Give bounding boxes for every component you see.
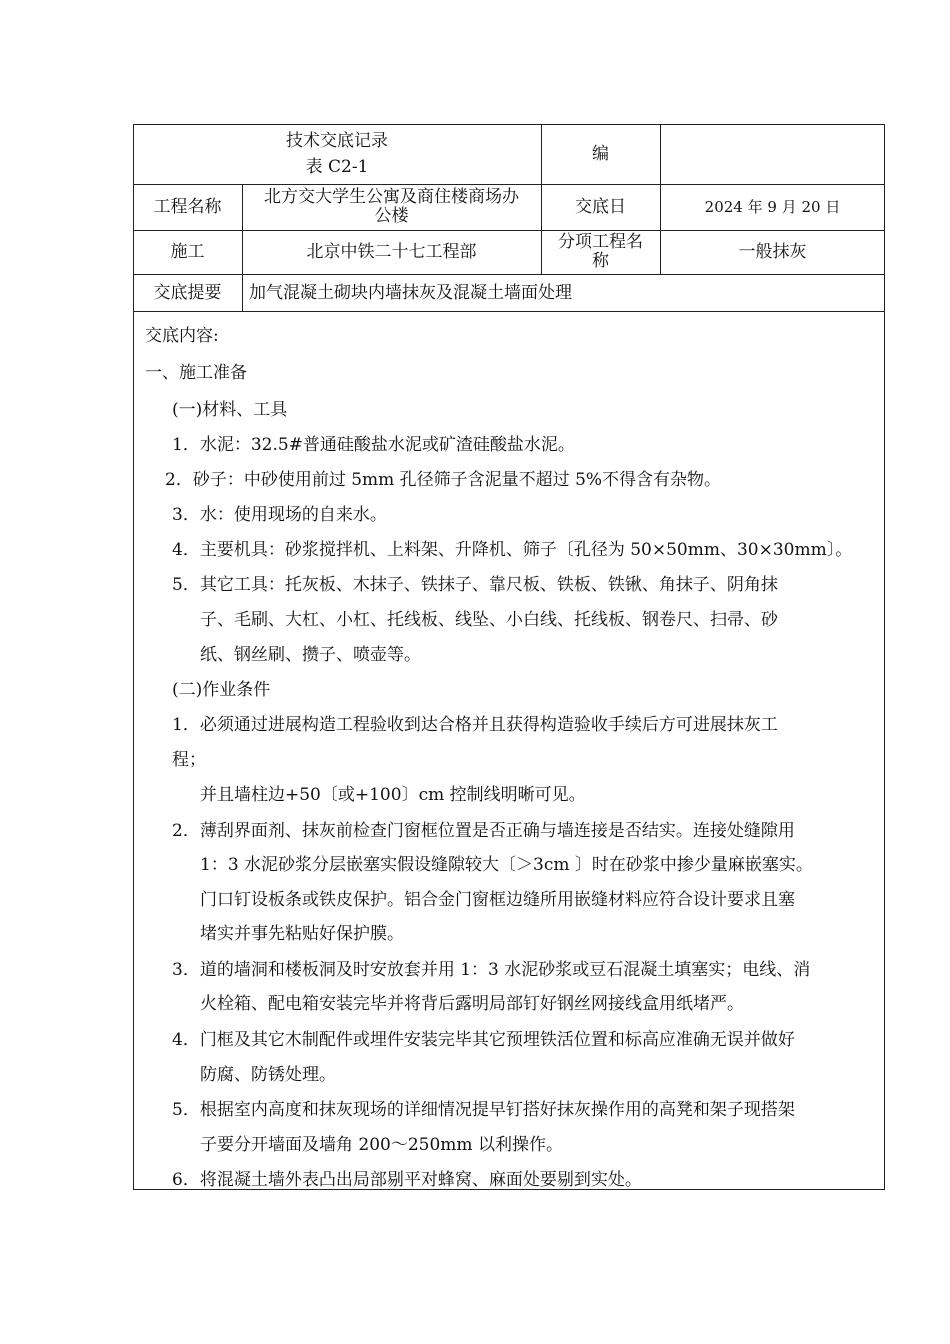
summary-label: 交底提要: [153, 282, 222, 303]
date-value: 2024 年 9 月 20 日: [704, 198, 841, 216]
date-value-cell: [660, 184, 885, 230]
date-label-cell: [541, 184, 660, 230]
condition-1-line1: 1．必须通过进展构造工程验收到达合格并且获得构造验收手续后方可进展抹灰工: [172, 715, 778, 735]
subitem-label-line2: 称: [592, 251, 609, 271]
project-value-cell: [242, 184, 541, 230]
condition-4-line1: 4．门框及其它木制配件或埋件安装完毕其它预埋铁活位置和标高应准确无误并做好: [172, 1030, 795, 1050]
material-item-3: 3．水：使用现场的自来水。: [172, 505, 387, 525]
subsection-conditions: (二)作业条件: [172, 680, 271, 700]
project-label: 工程名称: [153, 197, 222, 217]
condition-2-line4: 堵实并事先粘贴好保护膜。: [200, 924, 404, 944]
material-item-4: 4．主要机具：砂浆搅拌机、上料架、升降机、筛子〔孔径为 50×50mm、30×30mm〕。: [172, 540, 853, 560]
subitem-value: 一般抹灰: [738, 242, 807, 262]
condition-5-line1: 5．根据室内高度和抹灰现场的详细情况提早钉搭好抹灰操作用的高凳和架子现搭架: [172, 1100, 795, 1120]
condition-2-line2: 1：3 水泥砂浆分层嵌塞实假设缝隙较大〔＞3cm 〕时在砂浆中掺少量麻嵌塞实。: [200, 855, 813, 875]
summary-value: 加气混凝土砌块内墙抹灰及混凝土墙面处理: [249, 282, 572, 303]
subsection-materials: (一)材料、工具: [172, 400, 288, 420]
construction-label: 施工: [170, 242, 205, 262]
section-title-prep: 一、施工准备: [145, 363, 247, 383]
form-title-cell: [133, 124, 541, 184]
material-item-5-line2: 子、毛刷、大杠、小杠、托线板、线坠、小白线、托线板、钢卷尺、扫帚、砂: [200, 610, 778, 630]
summary-value-cell: [242, 274, 885, 311]
form-number: 表 C2-1: [305, 157, 369, 177]
form-title: 技术交底记录: [286, 131, 388, 151]
date-label: 交底日: [575, 197, 626, 217]
condition-2-line3: 门口钉设板条或铁皮保护。铝合金门窗框边缝所用嵌缝材料应符合设计要求且塞: [200, 890, 795, 910]
condition-3-line1: 3．道的墙洞和楼板洞及时安放套并用 1：3 水泥砂浆或豆石混凝土填塞实；电线、消: [172, 960, 811, 980]
bian-label-cell: [541, 124, 660, 184]
bian-label: 编: [592, 144, 609, 164]
condition-1-line3: 并且墙柱边+50〔或+100〕cm 控制线明晰可见。: [200, 785, 586, 805]
material-item-5-line1: 5．其它工具：托灰板、木抹子、铁抹子、靠尺板、铁板、铁锹、角抹子、阴角抹: [172, 575, 778, 595]
material-item-1: 1．水泥：32.5#普通硅酸盐水泥或矿渣硅酸盐水泥。: [172, 435, 575, 455]
subitem-value-cell: [660, 230, 885, 274]
project-value-line1: 北方交大学生公寓及商住楼商场办: [264, 187, 519, 207]
subitem-label-line1: 分项工程名: [558, 232, 643, 252]
material-item-5-line3: 纸、钢丝刷、攒子、喷壶等。: [200, 645, 421, 665]
construction-value-cell: [242, 230, 541, 274]
condition-6: 6．将混凝土墙外表凸出局部剔平对蜂窝、麻面处要剔到实处。: [172, 1170, 642, 1190]
project-value-line2: 公楼: [374, 206, 409, 226]
construction-label-cell: [133, 230, 242, 274]
condition-2-line1: 2．薄刮界面剂、抹灰前检查门窗框位置是否正确与墙连接是否结实。连接处缝隙用: [172, 821, 795, 841]
content-intro: 交底内容:: [145, 326, 219, 346]
bian-value-cell: [660, 124, 885, 184]
project-label-cell: [133, 184, 242, 230]
condition-1-line2: 程；: [172, 750, 206, 770]
condition-4-line2: 防腐、防锈处理。: [200, 1065, 336, 1085]
condition-5-line2: 子要分开墙面及墙角 200～250mm 以利操作。: [200, 1135, 563, 1155]
construction-value: 北京中铁二十七工程部: [306, 242, 477, 262]
subitem-label-cell: [541, 230, 660, 274]
row-divider-4: [133, 311, 885, 312]
material-item-2: 2．砂子：中砂使用前过 5mm 孔径筛子含泥量不超过 5%不得含有杂物。: [165, 470, 722, 490]
condition-3-line2: 火栓箱、配电箱安装完毕并将背后露明局部钉好钢丝网接线盒用纸堵严。: [200, 994, 744, 1014]
summary-label-cell: [133, 274, 242, 311]
